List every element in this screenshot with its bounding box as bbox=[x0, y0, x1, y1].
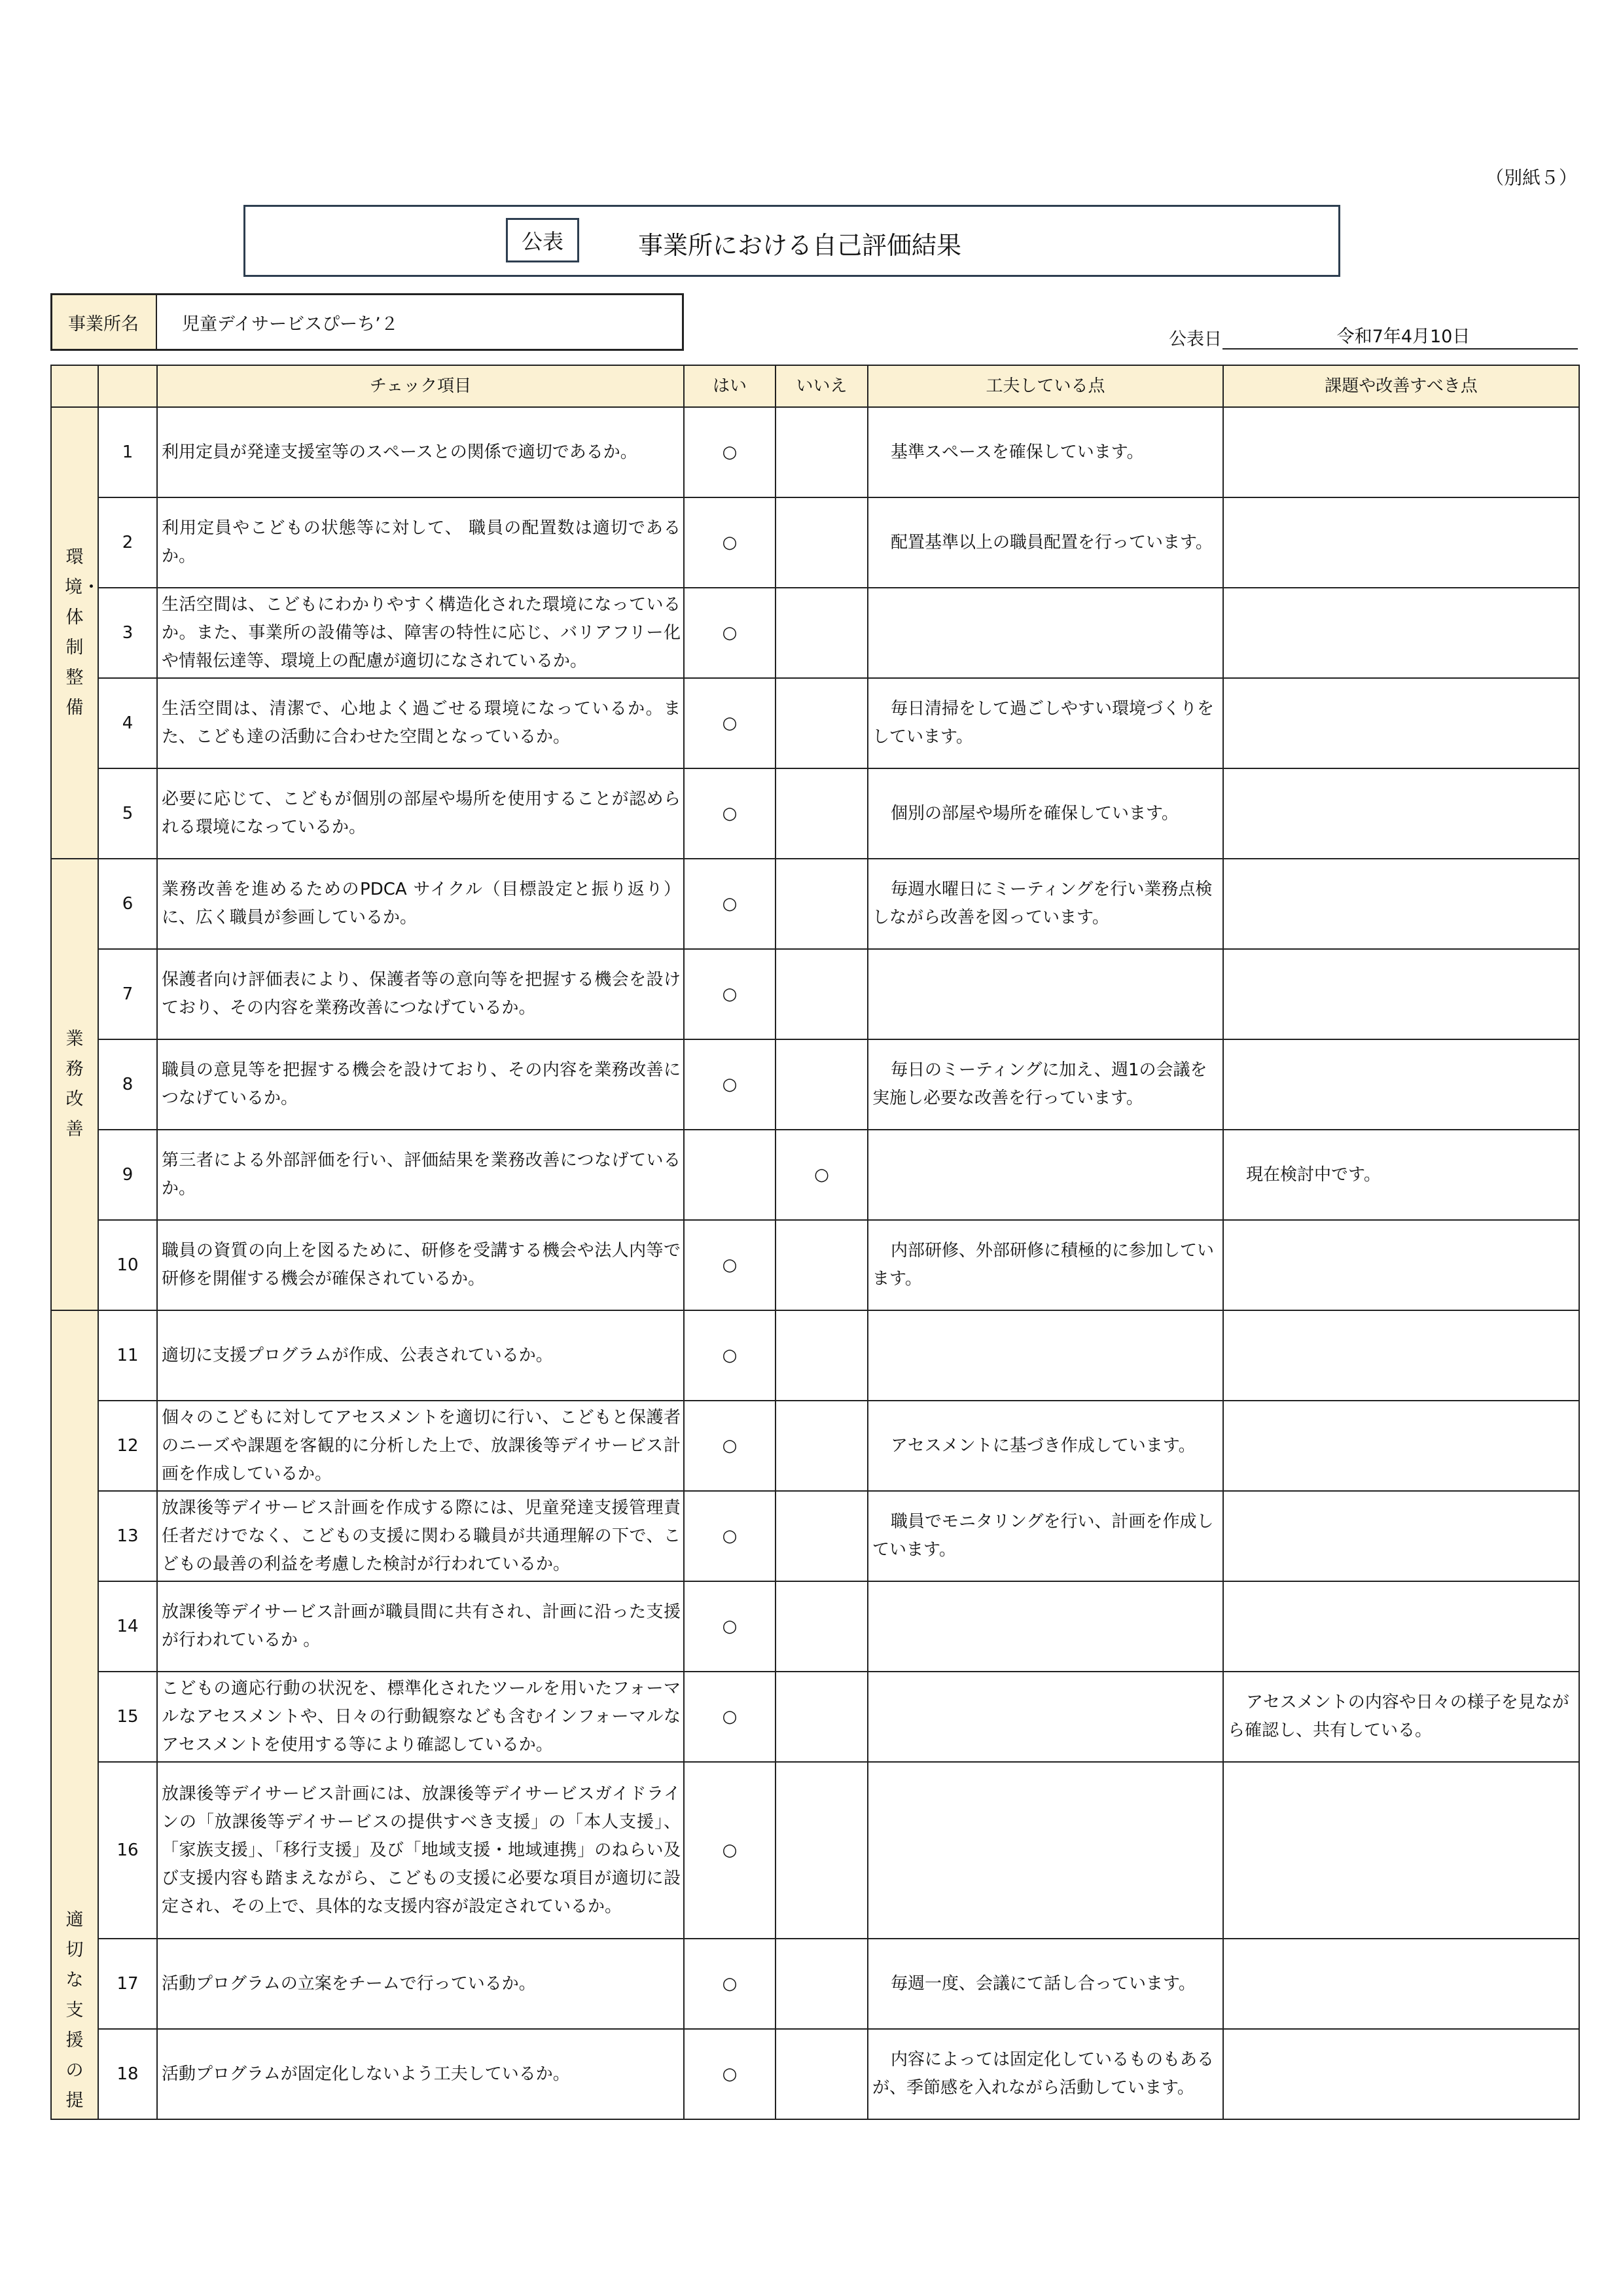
check-item: 放課後等デイサービス計画を作成する際には、児童発達支援管理責任者だけでなく、こどもの支援に関わる職員が共通理解の下で、こどもの最善の利益を考慮した検討が行われているか。 bbox=[157, 1491, 684, 1581]
table-row bbox=[51, 2029, 1579, 2119]
good-point bbox=[868, 1762, 1223, 1939]
evaluation-table bbox=[50, 365, 1580, 2120]
issue bbox=[1223, 859, 1579, 949]
annex-label: （別紙５） bbox=[1486, 167, 1578, 188]
row-number: 17 bbox=[98, 1939, 157, 2029]
issue: 現在検討中です。 bbox=[1223, 1130, 1579, 1220]
table-row bbox=[51, 588, 1579, 678]
check-item: 個々のこどもに対してアセスメントを適切に行い、こどもと保護者のニーズや課題を客観的に分析した上で、放課後等デイサービス計画を作成しているか。 bbox=[157, 1401, 684, 1491]
yes-mark: ○ bbox=[684, 678, 776, 768]
good-point bbox=[868, 1672, 1223, 1762]
good-point: 毎週一度、会議にて話し合っています。 bbox=[868, 1939, 1223, 2029]
table-row bbox=[51, 1939, 1579, 2029]
header-issues: 課題や改善すべき点 bbox=[1223, 365, 1579, 407]
no-mark bbox=[776, 768, 868, 859]
issue bbox=[1223, 1491, 1579, 1581]
row-number: 14 bbox=[98, 1581, 157, 1672]
publication-date-label: 公表日 bbox=[1169, 329, 1222, 350]
issue bbox=[1223, 1310, 1579, 1401]
no-mark bbox=[776, 1039, 868, 1130]
no-mark bbox=[776, 1310, 868, 1401]
row-number: 1 bbox=[98, 407, 157, 497]
table-row bbox=[51, 1581, 1579, 1672]
good-point bbox=[868, 1581, 1223, 1672]
no-mark bbox=[776, 949, 868, 1039]
table-row bbox=[51, 407, 1579, 497]
header-number bbox=[98, 365, 157, 407]
no-mark bbox=[776, 2029, 868, 2119]
check-item: 活動プログラムの立案をチームで行っているか。 bbox=[157, 1939, 684, 2029]
table-row bbox=[51, 1130, 1579, 1220]
no-mark bbox=[776, 1672, 868, 1762]
good-point: 配置基準以上の職員配置を行っています。 bbox=[868, 497, 1223, 588]
issue bbox=[1223, 407, 1579, 497]
yes-mark: ○ bbox=[684, 1220, 776, 1310]
row-number: 4 bbox=[98, 678, 157, 768]
check-item: 利用定員やこどもの状態等に対して、 職員の配置数は適切であるか。 bbox=[157, 497, 684, 588]
table-row bbox=[51, 1491, 1579, 1581]
yes-mark: ○ bbox=[684, 1401, 776, 1491]
issue bbox=[1223, 2029, 1579, 2119]
yes-mark: ○ bbox=[684, 1491, 776, 1581]
table-row bbox=[51, 678, 1579, 768]
issue bbox=[1223, 1581, 1579, 1672]
good-point bbox=[868, 1310, 1223, 1401]
check-item: 利用定員が発達支援室等のスペースとの関係で適切であるか。 bbox=[157, 407, 684, 497]
table-row bbox=[51, 768, 1579, 859]
table-row bbox=[51, 497, 1579, 588]
row-number: 18 bbox=[98, 2029, 157, 2119]
section-business-improvement: 業務改善 bbox=[51, 859, 98, 1310]
row-number: 9 bbox=[98, 1130, 157, 1220]
issue bbox=[1223, 1401, 1579, 1491]
row-number: 2 bbox=[98, 497, 157, 588]
good-point: 毎週水曜日にミーティングを行い業務点検しながら改善を図っています。 bbox=[868, 859, 1223, 949]
no-mark bbox=[776, 678, 868, 768]
table-row bbox=[51, 1039, 1579, 1130]
issue: アセスメントの内容や日々の様子を見ながら確認し、共有している。 bbox=[1223, 1672, 1579, 1762]
table-row bbox=[51, 859, 1579, 949]
yes-mark: ○ bbox=[684, 1672, 776, 1762]
row-number: 3 bbox=[98, 588, 157, 678]
no-mark bbox=[776, 1491, 868, 1581]
no-mark: ○ bbox=[776, 1130, 868, 1220]
good-point: 内部研修、外部研修に積極的に参加しています。 bbox=[868, 1220, 1223, 1310]
yes-mark: ○ bbox=[684, 859, 776, 949]
table-header-row bbox=[51, 365, 1579, 407]
check-item: 活動プログラムが固定化しないよう工夫しているか。 bbox=[157, 2029, 684, 2119]
table-row bbox=[51, 1672, 1579, 1762]
no-mark bbox=[776, 1762, 868, 1939]
publication-date-value: 令和7年4月10日 bbox=[1222, 322, 1578, 350]
yes-mark: ○ bbox=[684, 1939, 776, 2029]
good-point: 職員でモニタリングを行い、計画を作成しています。 bbox=[868, 1491, 1223, 1581]
header-good-points: 工夫している点 bbox=[868, 365, 1223, 407]
header-check-item: チェック項目 bbox=[157, 365, 684, 407]
good-point bbox=[868, 949, 1223, 1039]
yes-mark: ○ bbox=[684, 2029, 776, 2119]
good-point bbox=[868, 588, 1223, 678]
row-number: 12 bbox=[98, 1401, 157, 1491]
yes-mark: ○ bbox=[684, 1310, 776, 1401]
row-number: 11 bbox=[98, 1310, 157, 1401]
yes-mark: ○ bbox=[684, 407, 776, 497]
no-mark bbox=[776, 407, 868, 497]
row-number: 7 bbox=[98, 949, 157, 1039]
header-no: いいえ bbox=[776, 365, 868, 407]
yes-mark bbox=[684, 1130, 776, 1220]
section-environment: 環境・体制整備 bbox=[51, 407, 98, 859]
issue bbox=[1223, 497, 1579, 588]
table-row bbox=[51, 1401, 1579, 1491]
section-appropriate-support: 適切な支援の提 bbox=[51, 1310, 98, 2119]
row-number: 16 bbox=[98, 1762, 157, 1939]
yes-mark: ○ bbox=[684, 1581, 776, 1672]
issue bbox=[1223, 1939, 1579, 2029]
table-row bbox=[51, 1310, 1579, 1401]
header-section bbox=[51, 365, 98, 407]
check-item: 生活空間は、こどもにわかりやすく構造化された環境になっているか。また、事業所の設備等は、障害の特性に応じ、バリアフリー化や情報伝達等、環境上の配慮が適切になされているか。 bbox=[157, 588, 684, 678]
page-title: 事業所における自己評価結果 bbox=[638, 231, 962, 260]
issue bbox=[1223, 678, 1579, 768]
good-point: 内容によっては固定化しているものもあるが、季節感を入れながら活動しています。 bbox=[868, 2029, 1223, 2119]
office-name-box bbox=[50, 293, 684, 351]
table-row bbox=[51, 949, 1579, 1039]
title-label: 公表 bbox=[506, 218, 579, 262]
office-name-value: 児童デイサービスぴーち’２ bbox=[182, 314, 399, 334]
issue bbox=[1223, 1039, 1579, 1130]
no-mark bbox=[776, 1401, 868, 1491]
issue bbox=[1223, 949, 1579, 1039]
yes-mark: ○ bbox=[684, 768, 776, 859]
good-point: アセスメントに基づき作成しています。 bbox=[868, 1401, 1223, 1491]
good-point bbox=[868, 1130, 1223, 1220]
issue bbox=[1223, 1220, 1579, 1310]
issue bbox=[1223, 1762, 1579, 1939]
check-item: 適切に支援プログラムが作成、公表されているか。 bbox=[157, 1310, 684, 1401]
no-mark bbox=[776, 859, 868, 949]
issue bbox=[1223, 588, 1579, 678]
row-number: 10 bbox=[98, 1220, 157, 1310]
check-item: 第三者による外部評価を行い、評価結果を業務改善につなげているか。 bbox=[157, 1130, 684, 1220]
table-row bbox=[51, 1220, 1579, 1310]
no-mark bbox=[776, 1220, 868, 1310]
good-point: 毎日清掃をして過ごしやすい環境づくりをしています。 bbox=[868, 678, 1223, 768]
row-number: 8 bbox=[98, 1039, 157, 1130]
office-name-label: 事業所名 bbox=[52, 295, 157, 349]
no-mark bbox=[776, 588, 868, 678]
check-item: 生活空間は、清潔で、心地よく過ごせる環境になっているか。また、こども達の活動に合わせた空間となっているか。 bbox=[157, 678, 684, 768]
row-number: 15 bbox=[98, 1672, 157, 1762]
row-number: 6 bbox=[98, 859, 157, 949]
check-item: 保護者向け評価表により、保護者等の意向等を把握する機会を設けており、その内容を業務改善につなげているか。 bbox=[157, 949, 684, 1039]
check-item: 業務改善を進めるためのPDCA サイクル（目標設定と振り返り）に、広く職員が参画しているか。 bbox=[157, 859, 684, 949]
yes-mark: ○ bbox=[684, 1762, 776, 1939]
yes-mark: ○ bbox=[684, 497, 776, 588]
good-point: 個別の部屋や場所を確保しています。 bbox=[868, 768, 1223, 859]
issue bbox=[1223, 768, 1579, 859]
check-item: こどもの適応行動の状況を、標準化されたツールを用いたフォーマルなアセスメントや、日々の行動観察なども含むインフォーマルなアセスメントを使用する等により確認しているか。 bbox=[157, 1672, 684, 1762]
header-yes: はい bbox=[684, 365, 776, 407]
no-mark bbox=[776, 1581, 868, 1672]
check-item: 必要に応じて、こどもが個別の部屋や場所を使用することが認められる環境になっているか。 bbox=[157, 768, 684, 859]
good-point: 基準スペースを確保しています。 bbox=[868, 407, 1223, 497]
yes-mark: ○ bbox=[684, 588, 776, 678]
check-item: 放課後等デイサービス計画には、放課後等デイサービスガイドラインの「放課後等デイサービスの提供すべき支援」の「本人支援」、「家族支援」、「移行支援」及び「地域支援・地域連携」のねらい及び支援内容も踏まえながら、こどもの支援に必要な項目が適切に設定され、その上で、具体的な支援内容が設定されているか。 bbox=[157, 1762, 684, 1939]
title-box bbox=[243, 205, 1340, 277]
row-number: 13 bbox=[98, 1491, 157, 1581]
check-item: 職員の資質の向上を図るために、研修を受講する機会や法人内等で研修を開催する機会が確保されているか。 bbox=[157, 1220, 684, 1310]
row-number: 5 bbox=[98, 768, 157, 859]
yes-mark: ○ bbox=[684, 949, 776, 1039]
no-mark bbox=[776, 1939, 868, 2029]
no-mark bbox=[776, 497, 868, 588]
yes-mark: ○ bbox=[684, 1039, 776, 1130]
check-item: 放課後等デイサービス計画が職員間に共有され、計画に沿った支援が行われているか 。 bbox=[157, 1581, 684, 1672]
table-row bbox=[51, 1762, 1579, 1939]
check-item: 職員の意見等を把握する機会を設けており、その内容を業務改善につなげているか。 bbox=[157, 1039, 684, 1130]
good-point: 毎日のミーティングに加え、週1の会議を実施し必要な改善を行っています。 bbox=[868, 1039, 1223, 1130]
